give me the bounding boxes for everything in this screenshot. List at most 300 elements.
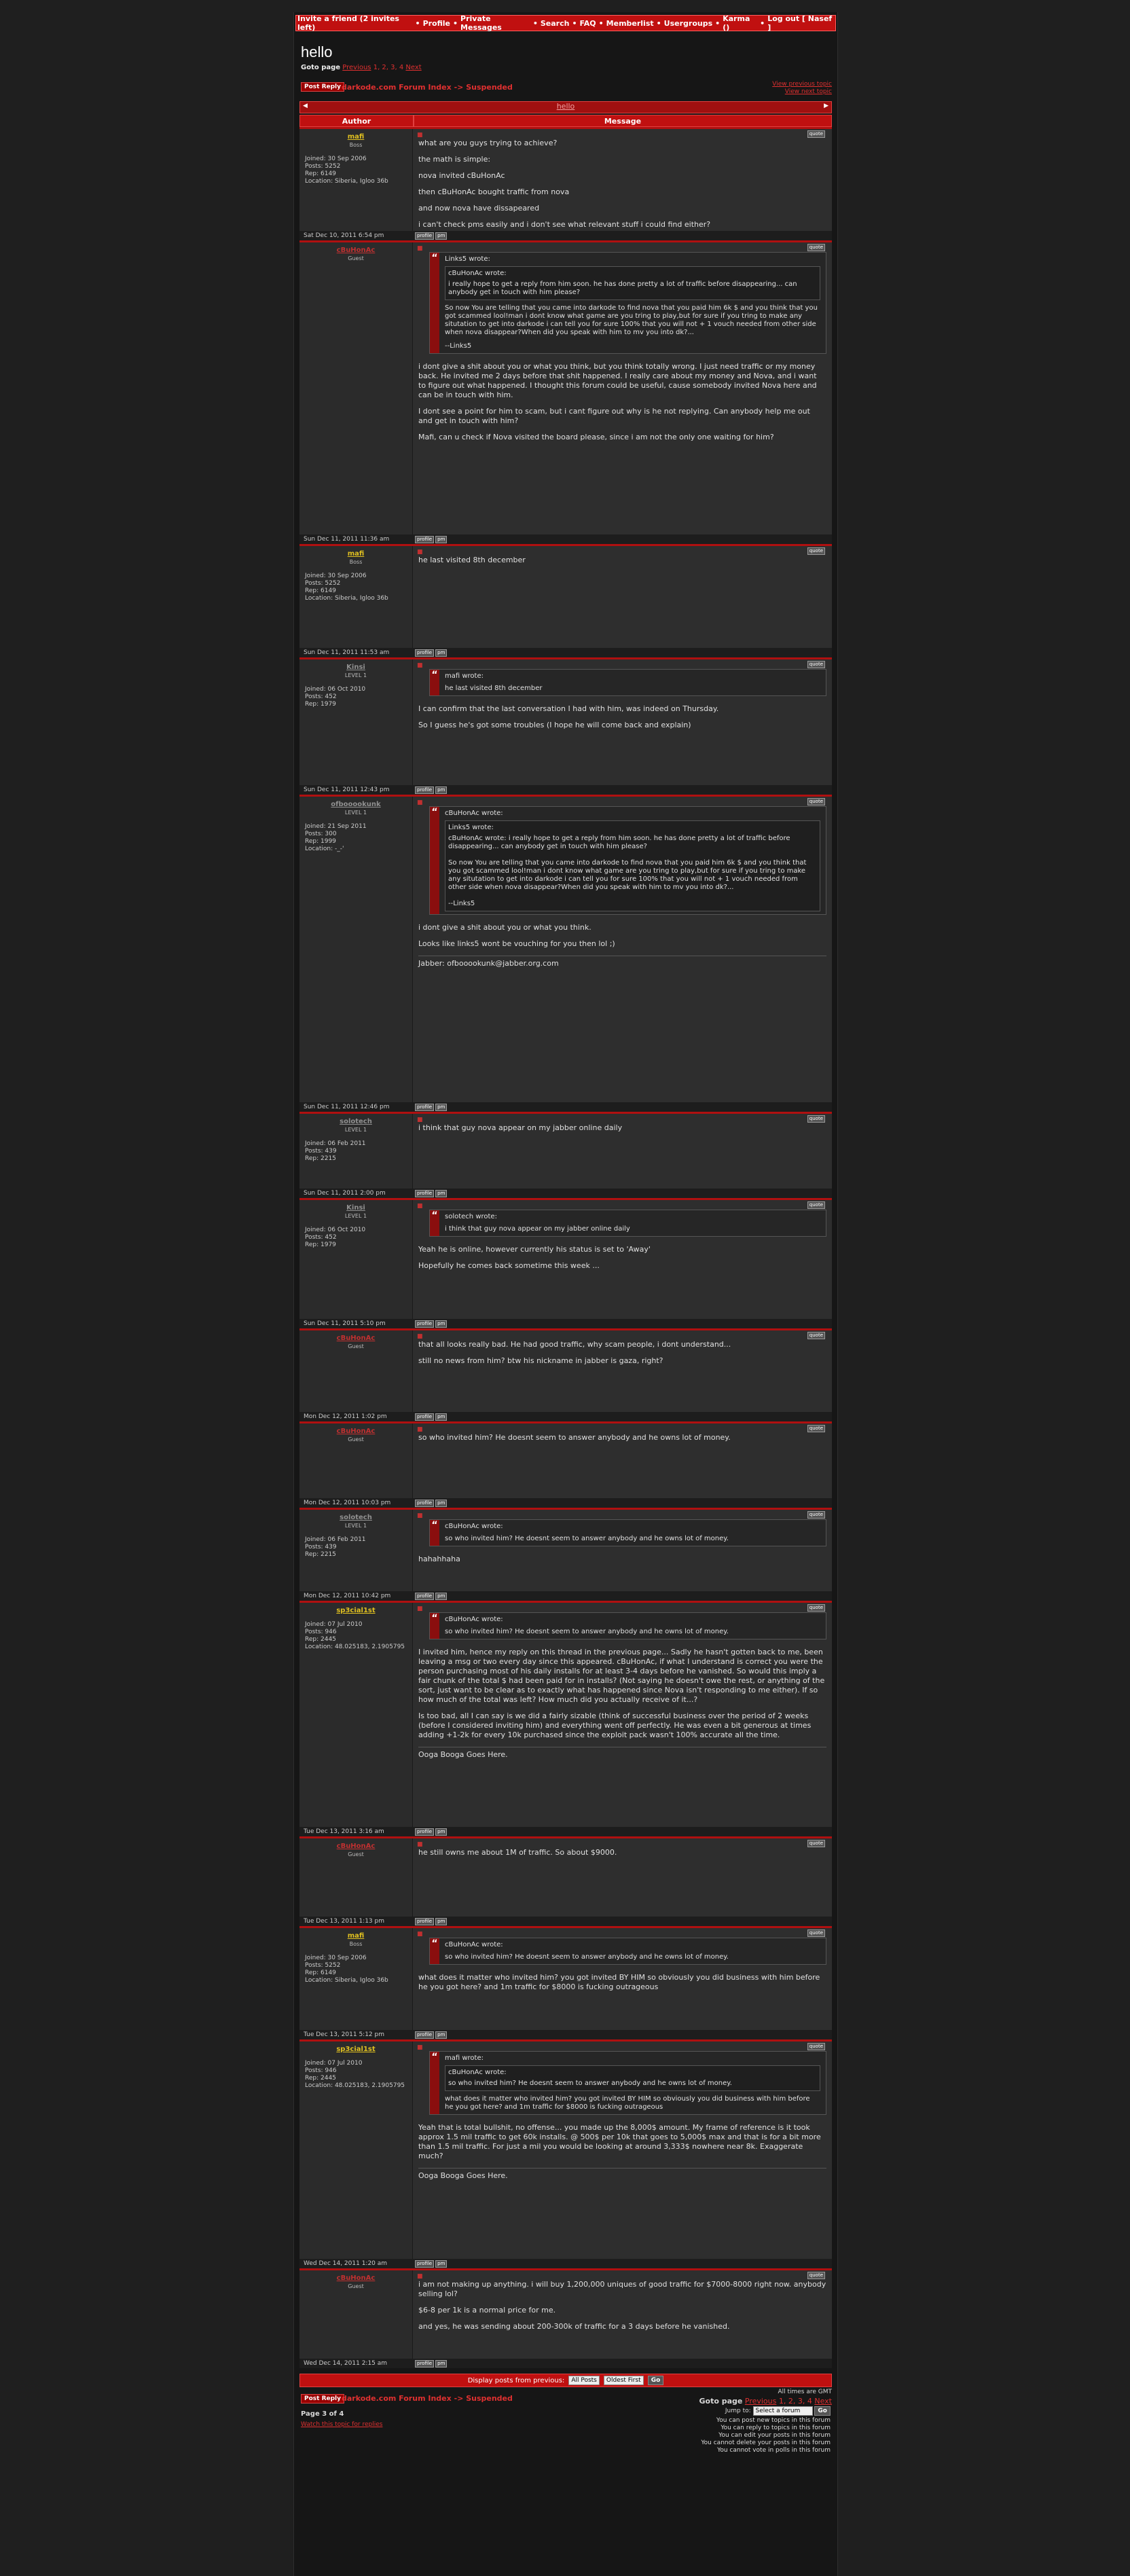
post-text: Is too bad, all I can say is we did a fairly sizable (think of successful business over the period of 2 weeks (before I considered inviting him) and everything went off perfectly. He was even a bit generous at times adding +1-2k for every 10k purchased since the exploit pack wasn't 100% accurate all the time. <box>418 1711 814 1739</box>
post-list <box>299 127 832 2368</box>
nested-quote <box>445 820 820 911</box>
post-message <box>412 1928 832 2030</box>
post-footer <box>299 1827 832 1836</box>
quote-text: so who invited him? He doesnt seem to answer anybody and he owns lot of money. <box>445 1535 729 1542</box>
quote-author: mafi wrote: <box>445 2054 484 2062</box>
page-numbers[interactable]: 1, 2, 3, 4 <box>373 64 404 71</box>
author-name[interactable]: cBuHonAc <box>336 247 376 254</box>
pm-button[interactable]: pm <box>435 786 447 794</box>
author-name[interactable]: cBuHonAc <box>336 1843 376 1850</box>
topnav-link[interactable]: Profile <box>422 18 450 28</box>
post-actions <box>412 1591 448 1601</box>
quote-body <box>439 1938 826 1964</box>
author-details: Joined: 06 Feb 2011 Posts: 439 Rep: 2215 <box>305 1536 366 1558</box>
post-icon: ■ <box>417 245 423 252</box>
author-rank: Boss <box>349 1941 363 1947</box>
post <box>299 2268 832 2359</box>
post-author <box>299 129 412 231</box>
quote-button[interactable]: quote <box>807 1115 825 1123</box>
topnav-link[interactable]: Log out [ Nasef ] <box>767 14 833 32</box>
post-text: So I guess he's got some troubles (I hope he will come back and explain) <box>418 721 691 729</box>
topnav-link[interactable]: Search <box>540 18 570 28</box>
post-actions <box>412 534 448 544</box>
post-actions <box>412 2359 448 2368</box>
post-signature: Jabber: ofbooookunk@jabber.org.com <box>418 956 826 968</box>
post-actions <box>412 1498 448 1508</box>
post-body <box>418 1210 826 1271</box>
column-headers <box>299 115 832 127</box>
watch-topic-link[interactable]: Watch this topic for replies <box>301 2421 383 2428</box>
forum-permissions <box>701 2417 831 2454</box>
post-date: Sun Dec 11, 2011 5:10 pm <box>304 1320 386 1327</box>
pm-button[interactable]: pm <box>435 649 447 657</box>
post-footer <box>299 2030 832 2039</box>
post-actions <box>412 1827 448 1836</box>
author-column-header: Author <box>299 115 414 127</box>
quote-bar <box>430 670 439 695</box>
author-name[interactable]: cBuHonAc <box>336 1428 376 1435</box>
quote-block <box>429 1210 826 1237</box>
post-footer <box>299 1498 832 1508</box>
post-author <box>299 1423 412 1498</box>
post-date: Sun Dec 11, 2011 2:00 pm <box>304 1190 386 1197</box>
post <box>299 1601 832 1827</box>
quote-button[interactable]: quote <box>807 1332 825 1339</box>
post-author <box>299 2270 412 2359</box>
pm-button[interactable]: pm <box>435 536 447 543</box>
quote-author: cBuHonAc wrote: <box>445 1616 503 1623</box>
quote-signature: --Links5 <box>445 342 472 350</box>
author-rank: LEVEL 1 <box>344 1213 367 1219</box>
post-author <box>299 1510 412 1591</box>
post-footer <box>299 2259 832 2268</box>
page-of: Page 3 of 4 <box>301 2410 344 2418</box>
profile-button[interactable]: profile <box>415 1104 434 1111</box>
author-name[interactable]: Kinsi <box>346 664 365 671</box>
post-date: Tue Dec 13, 2011 5:12 pm <box>304 2031 384 2038</box>
post-author <box>299 546 412 648</box>
post-icon: ■ <box>417 2044 423 2051</box>
post-message <box>412 1114 832 1189</box>
post-message <box>412 1838 832 1917</box>
pm-button[interactable]: pm <box>435 1320 447 1328</box>
quote-mark-icon: “ <box>431 1520 438 1531</box>
post <box>299 1836 832 1917</box>
post-author <box>299 659 412 785</box>
post-text: i think that guy nova appear on my jabber online daily <box>418 1123 623 1132</box>
post-icon: ■ <box>417 1931 423 1938</box>
post <box>299 240 832 534</box>
quote-mark-icon: “ <box>431 807 438 818</box>
post-body <box>418 2051 826 2181</box>
jump-go-button[interactable]: Go <box>814 2406 831 2416</box>
post-author <box>299 1200 412 1319</box>
post-date: Sun Dec 11, 2011 11:36 am <box>304 536 390 543</box>
topnav-link[interactable]: Karma () <box>723 14 750 32</box>
post-icon: ■ <box>417 2273 423 2280</box>
quote-button[interactable]: quote <box>807 244 825 251</box>
quote-author: mafi wrote: <box>445 672 484 680</box>
pm-button[interactable]: pm <box>435 1500 447 1507</box>
author-details: Joined: 07 Jul 2010 Posts: 946 Rep: 2445 Location: 48.025183, 2.1905795 <box>305 1621 405 1650</box>
quote-bar <box>430 1613 439 1639</box>
post-text: the math is simple: <box>418 155 491 164</box>
quote-mark-icon: “ <box>431 1210 438 1221</box>
quote-block <box>429 806 826 915</box>
quote-button[interactable]: quote <box>807 661 825 668</box>
quote-button[interactable]: quote <box>807 1425 825 1432</box>
topnav-link[interactable]: Usergroups <box>663 18 713 28</box>
profile-button[interactable]: profile <box>415 1828 434 1836</box>
profile-button[interactable]: profile <box>415 2360 434 2368</box>
post-date: Wed Dec 14, 2011 2:15 am <box>304 2360 388 2367</box>
post-footer <box>299 534 832 544</box>
post-reply-button-bottom[interactable]: Post Reply <box>301 2394 344 2403</box>
pm-button[interactable]: pm <box>435 1413 447 1421</box>
quote-block <box>429 1612 826 1639</box>
topnav-link[interactable]: Invite a friend (2 invites left) <box>297 14 399 32</box>
post-icon: ■ <box>417 549 423 556</box>
post-author <box>299 242 412 534</box>
post-message <box>412 1603 832 1827</box>
post-text: I dont see a point for him to scam, but i cant figure out why is he not replying. Can anybody help me out and get in touch with him? <box>418 407 813 425</box>
quote-bar <box>430 807 439 914</box>
post-date: Wed Dec 14, 2011 1:20 am <box>304 2260 388 2267</box>
permission-line: You cannot delete your posts in this forum <box>701 2439 831 2446</box>
quote-author: cBuHonAc wrote: <box>445 1523 503 1530</box>
nested-quote-author: cBuHonAc wrote: <box>448 2069 507 2076</box>
post <box>299 1508 832 1591</box>
pm-button[interactable]: pm <box>435 2260 447 2268</box>
post-message <box>412 1510 832 1591</box>
quote-text: so who invited him? He doesnt seem to answer anybody and he owns lot of money. <box>445 1953 729 1961</box>
post-icon: ■ <box>417 132 423 139</box>
profile-button[interactable]: profile <box>415 649 434 657</box>
goto-page-bottom: Goto page Previous 1, 2, 3, 4 Next <box>699 2397 832 2406</box>
post-message <box>412 242 832 534</box>
post-text: i dont give a shit about you or what you think. <box>418 923 591 932</box>
author-name[interactable]: mafi <box>347 550 365 558</box>
post-date: Sun Dec 11, 2011 11:53 am <box>304 649 390 656</box>
quote-body <box>439 253 826 353</box>
post-actions <box>412 1412 448 1421</box>
quote-author: cBuHonAc wrote: <box>445 1941 503 1948</box>
quote-body <box>439 1613 826 1639</box>
author-name[interactable]: ofbooookunk <box>331 801 381 808</box>
quote-author: cBuHonAc wrote: <box>445 810 503 817</box>
quote-body <box>439 670 826 695</box>
author-name[interactable]: cBuHonAc <box>336 2274 376 2282</box>
breadcrumb-bottom: darkode.com Forum Index -> Suspended <box>342 2394 513 2403</box>
post-text: and now nova have dissapeared <box>418 204 540 213</box>
post-date: Mon Dec 12, 2011 10:03 pm <box>304 1500 391 1506</box>
timezone-note: All times are GMT <box>778 2389 832 2395</box>
forum-page <box>293 12 838 2576</box>
quote-block <box>429 252 826 354</box>
author-rank: Guest <box>348 1436 364 1443</box>
jump-to: Jump to: Select a forum Go <box>725 2406 831 2416</box>
post-text: he still owns me about 1M of traffic. So about $9000. <box>418 1848 617 1857</box>
topnav-link[interactable]: Memberlist <box>606 18 654 28</box>
author-rank: Guest <box>348 1851 364 1857</box>
permission-line: You can edit your posts in this forum <box>718 2432 831 2439</box>
author-rank: Guest <box>348 2283 364 2289</box>
profile-button[interactable]: profile <box>415 536 434 543</box>
post <box>299 544 832 648</box>
post-icon: ■ <box>417 1426 423 1433</box>
post-text: I can confirm that the last conversation I had with him, was indeed on Thursday. <box>418 704 719 713</box>
post-body <box>418 2280 826 2332</box>
pm-button[interactable]: pm <box>435 2360 447 2368</box>
prev-topic-link[interactable]: View previous topic <box>772 81 832 88</box>
post-author <box>299 1114 412 1189</box>
post-author <box>299 1928 412 2030</box>
post-icon: ■ <box>417 1606 423 1612</box>
post-text: hahahhaha <box>418 1555 460 1563</box>
post-footer <box>299 1917 832 1926</box>
quote-text: i think that guy nova appear on my jabber online daily <box>445 1225 630 1233</box>
pm-button[interactable]: pm <box>435 1918 447 1925</box>
quote-block <box>429 669 826 696</box>
quote-text: he last visited 8th december <box>445 685 543 692</box>
pm-button[interactable]: pm <box>435 1104 447 1111</box>
post-icon: ■ <box>417 1333 423 1340</box>
post-footer <box>299 1189 832 1198</box>
go-button[interactable]: Go <box>648 2376 664 2385</box>
post-footer <box>299 2359 832 2368</box>
forum-index-link[interactable]: darkode.com Forum Index <box>342 83 452 92</box>
profile-button[interactable]: profile <box>415 1320 434 1328</box>
pm-button[interactable]: pm <box>435 1190 447 1197</box>
quote-block <box>429 1519 826 1546</box>
post-message <box>412 797 832 1102</box>
post-text: Looks like links5 wont be vouching for you then lol ;) <box>418 939 615 948</box>
profile-button[interactable]: profile <box>415 2031 434 2039</box>
post-author <box>299 1603 412 1827</box>
profile-button[interactable]: profile <box>415 232 434 240</box>
post-text: Mafi, can u check if Nova visited the board please, since i am not the only one waiting for him? <box>418 433 774 441</box>
post-message <box>412 1330 832 1412</box>
bottom-row <box>294 2387 837 2454</box>
author-details: Joined: 30 Sep 2006 Posts: 5252 Rep: 6149 Location: Siberia, Igloo 36b <box>305 156 388 185</box>
post-text: i can't check pms easily and i don't see what relevant stuff i could find either? <box>418 220 711 229</box>
post-text: so who invited him? He doesnt seem to answer anybody and he owns lot of money. <box>418 1433 731 1442</box>
top-nav-bar: Invite a friend (2 invites left) • Profile • Private Messages • Search • FAQ • Memberlist • Usergroups • Karma () • Log out [ Nasef ] <box>295 15 836 31</box>
post-author <box>299 1330 412 1412</box>
author-name[interactable]: sp3cial1st <box>336 2046 376 2053</box>
pm-button[interactable]: pm <box>435 1593 447 1600</box>
profile-button[interactable]: profile <box>415 1918 434 1925</box>
author-name[interactable]: cBuHonAc <box>336 1335 376 1342</box>
author-rank: Boss <box>349 142 363 148</box>
profile-button[interactable]: profile <box>415 2260 434 2268</box>
author-rank: LEVEL 1 <box>344 1127 367 1133</box>
author-rank: LEVEL 1 <box>344 672 367 678</box>
author-details: Joined: 30 Sep 2006 Posts: 5252 Rep: 6149 Location: Siberia, Igloo 36b <box>305 1955 388 1984</box>
post-text: Yeah that is total bullshit, no offense... you made up the 8,000$ amount. My frame of reference is it took approx 1.5 mil traffic to get 60k installs. @ 500$ per 10k that goes to 5,000$ max and that is for a bit more than 1.5 mil traffic. For just a mil you would be looking at around 3,333$ nowhere near 8k. Exaggerate much? <box>418 2123 824 2160</box>
post-icon: ■ <box>417 1117 423 1123</box>
topnav-link[interactable]: Private Messages <box>460 14 502 32</box>
post-message <box>412 1200 832 1319</box>
author-details: Joined: 06 Oct 2010 Posts: 452 Rep: 1979 <box>305 1227 366 1248</box>
author-rank: LEVEL 1 <box>344 1523 367 1529</box>
post-signature: Ooga Booga Goes Here. <box>418 2168 826 2181</box>
post <box>299 795 832 1102</box>
next-topic-link[interactable]: View next topic <box>784 88 832 95</box>
post-footer <box>299 231 832 240</box>
topnav-link[interactable]: FAQ <box>579 18 596 28</box>
post-body <box>418 1938 826 1992</box>
prev-page-link[interactable]: Previous <box>342 64 371 71</box>
post-text: and yes, he was sending about 200-300k of traffic for a 3 days before he vanished. <box>418 2322 730 2331</box>
post-text: what does it matter who invited him? you got invited BY HIM so obviously you did business with him before he you got here? and 1m traffic for $8000 is fucking outrageous <box>418 1973 822 1991</box>
quote-button[interactable]: quote <box>807 1511 825 1519</box>
post-text: i dont give a shit about you or what you think, but you think totally wrong. I just need traffic or my money back. He invited me 2 days before that shit happened. I really care about my money and Nova, and i want to figure out what happened. I thought this forum could be useful, cause somebody invited Nova here and can be in touch with him. <box>418 362 820 399</box>
post-actions <box>412 2259 448 2268</box>
profile-button[interactable]: profile <box>415 1500 434 1507</box>
author-rank: LEVEL 1 <box>344 810 367 816</box>
breadcrumb: darkode.com Forum Index -> Suspended <box>342 83 513 92</box>
author-name[interactable]: solotech <box>340 1118 372 1125</box>
quote-button[interactable]: quote <box>807 1840 825 1847</box>
author-details: Joined: 06 Feb 2011 Posts: 439 Rep: 2215 <box>305 1140 366 1162</box>
quote-button[interactable]: quote <box>807 1604 825 1612</box>
post-text: what are you guys trying to achieve? <box>418 139 558 147</box>
display-options-bar: Display posts from previous: All Posts Oldest First Go <box>299 2374 832 2387</box>
author-name[interactable]: solotech <box>340 1514 372 1521</box>
post-footer <box>299 1319 832 1328</box>
quote-body <box>439 1210 826 1236</box>
pm-button[interactable]: pm <box>435 232 447 240</box>
quote-body <box>439 1520 826 1546</box>
posts-filter-select[interactable]: All Posts <box>568 2376 600 2385</box>
author-name[interactable]: Kinsi <box>346 1204 365 1212</box>
quote-button[interactable]: quote <box>807 1929 825 1937</box>
nested-quote-text: cBuHonAc wrote: i really hope to get a reply from him soon. he has done pretty a lot of traffic before disappearing... can anybody get in touch with him please? So now You are telling that you came into darkode to find nova that you paid him 6k $ and you think that you got scammed lool!man i dont know what game are you tring to play,but for sure if you tring to make any situtation to get into darkode i can tell you for sure 100% that you will not + 1 vouch needed from other side when nova disappear?When did you speak with him to mv you into dk?... --Links5 <box>448 835 807 907</box>
quote-button[interactable]: quote <box>807 2272 825 2279</box>
quote-button[interactable]: quote <box>807 2043 825 2050</box>
post-message <box>412 129 832 231</box>
post-text: Yeah he is online, however currently his status is set to 'Away' <box>418 1245 651 1254</box>
message-column-header: Message <box>414 115 832 127</box>
post-date: Sun Dec 11, 2011 12:43 pm <box>304 786 390 793</box>
author-name[interactable]: mafi <box>347 1932 365 1940</box>
author-details: Joined: 06 Oct 2010 Posts: 452 Rep: 1979 <box>305 686 366 708</box>
post-icon: ■ <box>417 1512 423 1519</box>
post-icon: ■ <box>417 1841 423 1848</box>
post-footer <box>299 785 832 795</box>
nested-quote <box>445 2065 820 2091</box>
author-name[interactable]: sp3cial1st <box>336 1607 376 1614</box>
post-text: then cBuHonAc bought traffic from nova <box>418 187 570 196</box>
table-title[interactable]: hello <box>556 102 575 111</box>
profile-button[interactable]: profile <box>415 1190 434 1197</box>
pm-button[interactable]: pm <box>435 2031 447 2039</box>
post-body <box>418 556 826 565</box>
quote-bar <box>430 2052 439 2114</box>
quote-bar <box>430 1938 439 1964</box>
permission-line: You can reply to topics in this forum <box>721 2425 831 2431</box>
post-footer <box>299 648 832 657</box>
nested-quote-author: cBuHonAc wrote: <box>448 270 507 277</box>
quote-button[interactable]: quote <box>807 130 825 138</box>
post <box>299 1198 832 1319</box>
post-actions <box>412 1189 448 1198</box>
post <box>299 1926 832 2030</box>
next-page-link[interactable]: Next <box>405 64 422 71</box>
profile-button[interactable]: profile <box>415 786 434 794</box>
post-signature: Ooga Booga Goes Here. <box>418 1747 826 1760</box>
post-body <box>418 1433 826 1443</box>
post-body <box>418 1123 826 1133</box>
post <box>299 1421 832 1498</box>
post-actions <box>412 1917 448 1926</box>
goto-page: Goto page Previous 1, 2, 3, 4 Next <box>301 64 422 71</box>
post-body <box>418 139 826 230</box>
quote-text: what does it matter who invited him? you got invited BY HIM so obviously you did business with him before he you got here? and 1m traffic for $8000 is fucking outrageous <box>445 2095 810 2111</box>
post-body <box>418 1848 826 1857</box>
quote-block <box>429 1938 826 1965</box>
post-text: Hopefully he comes back sometime this week ... <box>418 1261 600 1270</box>
section-link[interactable]: Suspended <box>466 83 513 92</box>
post-actions <box>412 648 448 657</box>
arrow-right-icon[interactable]: ▶ <box>824 103 828 109</box>
post-date: Sat Dec 10, 2011 6:54 pm <box>304 232 384 239</box>
author-details: Joined: 07 Jul 2010 Posts: 946 Rep: 2445 Location: 48.025183, 2.1905795 <box>305 2060 405 2089</box>
order-select[interactable]: Oldest First <box>604 2376 644 2385</box>
quote-mark-icon: “ <box>431 253 438 264</box>
quote-body <box>439 807 826 914</box>
quote-button[interactable]: quote <box>807 798 825 805</box>
quote-mark-icon: “ <box>431 670 438 681</box>
profile-button[interactable]: profile <box>415 1413 434 1421</box>
post-text: he last visited 8th december <box>418 556 526 564</box>
post-actions <box>412 1102 448 1112</box>
post <box>299 657 832 785</box>
post <box>299 1328 832 1412</box>
post-message <box>412 2270 832 2359</box>
quote-author: Links5 wrote: <box>445 255 490 263</box>
post-reply-button[interactable]: Post Reply <box>301 82 344 92</box>
post-text: nova invited cBuHonAc <box>418 171 505 180</box>
quote-bar <box>430 1210 439 1236</box>
quote-mark-icon: “ <box>431 1938 438 1949</box>
post-date: Tue Dec 13, 2011 1:13 pm <box>304 1918 384 1925</box>
nested-quote-text: so who invited him? He doesnt seem to answer anybody and he owns lot of money. <box>448 2080 732 2087</box>
quote-button[interactable]: quote <box>807 1201 825 1209</box>
post-author <box>299 2042 412 2259</box>
post-icon: ■ <box>417 799 423 806</box>
arrow-left-icon[interactable]: ◀ <box>303 103 308 109</box>
quote-text: So now You are telling that you came into darkode to find nova that you paid him 6k $ and you think that you got scammed lool!man i dont know what game are you tring to play,but for sure if you tring to make any situtation to get into darkode i can tell you for sure 100% that you will not + 1 vouch needed from other side when nova disappear?When did you speak with him to mv you into dk?... <box>445 304 818 336</box>
nested-quote <box>445 266 820 300</box>
nested-quote-text: i really hope to get a reply from him soon. he has done pretty a lot of traffic before disappearing... can anybody get in touch with him please? <box>448 280 799 296</box>
author-details: Joined: 21 Sep 2011 Posts: 300 Rep: 1999 Location: -_-' <box>305 823 367 852</box>
post-date: Sun Dec 11, 2011 12:46 pm <box>304 1104 390 1110</box>
profile-button[interactable]: profile <box>415 1593 434 1600</box>
author-rank: Boss <box>349 559 363 565</box>
post-author <box>299 1838 412 1917</box>
author-name[interactable]: mafi <box>347 133 365 141</box>
quote-button[interactable]: quote <box>807 547 825 555</box>
jump-select[interactable]: Select a forum <box>753 2406 813 2416</box>
author-rank: Guest <box>348 1343 364 1349</box>
quote-bar <box>430 253 439 353</box>
post-actions <box>412 785 448 795</box>
post-body <box>418 806 826 968</box>
post-body <box>418 1612 826 1760</box>
pm-button[interactable]: pm <box>435 1828 447 1836</box>
